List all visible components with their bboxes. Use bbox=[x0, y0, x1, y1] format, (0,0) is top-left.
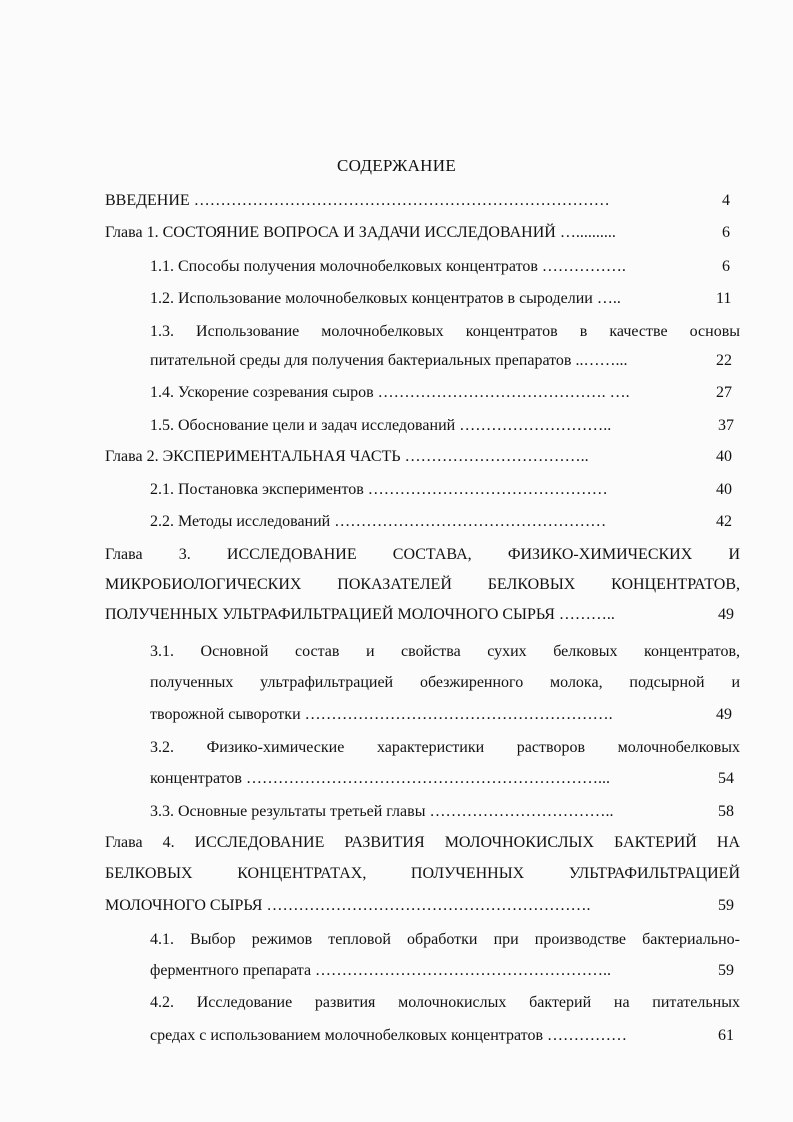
toc-entry-3-1-line3: творожной сыворотки …………………………………………………. bbox=[150, 706, 613, 723]
toc-entry-intro-dots: …………………………………………………………………… bbox=[193, 192, 610, 209]
toc-entry-ch4-line2: БЕЛКОВЫХ КОНЦЕНТРАТАХ, ПОЛУЧЕННЫХ УЛЬТРАФИЛЬТРАЦИЕЙ bbox=[105, 865, 740, 882]
toc-entry-ch3-page: 49 bbox=[718, 606, 734, 623]
toc-entry-4-2-page: 61 bbox=[718, 1027, 734, 1044]
toc-entry-ch2-page: 40 bbox=[716, 448, 732, 465]
toc-entry-3-1-line2: полученных ультрафильтрацией обезжиренного молока, подсырной и bbox=[150, 674, 740, 691]
toc-entry-2-2-page: 42 bbox=[716, 513, 732, 530]
toc-entry-ch1-page: 6 bbox=[722, 224, 730, 241]
toc-entry-4-2-line2: средах с использованием молочнобелковых концентратов …………… bbox=[150, 1027, 627, 1044]
toc-entry-ch4-page: 59 bbox=[718, 897, 734, 914]
toc-entry-intro bbox=[105, 191, 610, 211]
toc-entry-4-2-line1: 4.2. Исследование развития молочнокислых бактерий на питательных bbox=[150, 994, 740, 1011]
toc-entry-1-4: 1.4. Ускорение созревания сыров ……………………………………. …. bbox=[150, 384, 630, 401]
toc-entry-4-1-line1: 4.1. Выбор режимов тепловой обработки при производстве бактериально- bbox=[150, 931, 740, 948]
toc-entry-1-2: 1.2. Использование молочнобелковых концентратов в сыроделии ….. bbox=[150, 290, 621, 307]
toc-entry-4-1-line2: ферментного препарата ……………………………………………….. bbox=[150, 962, 612, 979]
toc-entry-1-1-page: 6 bbox=[722, 258, 730, 275]
toc-entry-3-3-page: 58 bbox=[718, 803, 734, 820]
toc-entry-1-1: 1.1. Способы получения молочнобелковых концентратов ……………. bbox=[150, 258, 626, 275]
toc-entry-ch4-line3: МОЛОЧНОГО СЫРЬЯ ……………………………………………………. bbox=[105, 897, 591, 914]
toc-entry-4-1-page: 59 bbox=[718, 962, 734, 979]
toc-entry-1-3-line1: 1.3. Использование молочнобелковых концентратов в качестве основы bbox=[150, 323, 740, 340]
toc-entry-3-3: 3.3. Основные результаты третьей главы …………………………….. bbox=[150, 803, 614, 820]
toc-entry-1-2-page: 11 bbox=[716, 290, 732, 307]
page-title: СОДЕРЖАНИЕ bbox=[336, 156, 457, 175]
toc-entry-3-2-line2: концентратов …………………………………………………………... bbox=[150, 770, 610, 787]
toc-entry-ch3-line1: Глава 3. ИССЛЕДОВАНИЕ СОСТАВА, ФИЗИКО-ХИМИЧЕСКИХ И bbox=[105, 546, 740, 563]
toc-entry-intro-page: 4 bbox=[722, 192, 730, 209]
toc-entry-1-4-page: 27 bbox=[716, 384, 732, 401]
toc-entry-ch3-line2: МИКРОБИОЛОГИЧЕСКИХ ПОКАЗАТЕЛЕЙ БЕЛКОВЫХ КОНЦЕНТРАТОВ, bbox=[105, 576, 740, 593]
toc-entry-3-1-page: 49 bbox=[716, 706, 732, 723]
toc-entry-3-1-line1: 3.1. Основной состав и свойства сухих белковых концентратов, bbox=[150, 643, 740, 660]
toc-entry-2-2: 2.2. Методы исследований …………………………………………… bbox=[150, 513, 607, 530]
toc-entry-1-5: 1.5. Обоснование цели и задач исследований ……………………….. bbox=[150, 417, 612, 434]
toc-entry-intro-text: ВВЕДЕНИЕ bbox=[105, 192, 190, 209]
toc-entry-ch3-line3: ПОЛУЧЕННЫХ УЛЬТРАФИЛЬТРАЦИЕЙ МОЛОЧНОГО СЫРЬЯ ……….. bbox=[105, 606, 615, 623]
toc-entry-1-3-page: 22 bbox=[716, 352, 732, 369]
toc-entry-ch2: Глава 2. ЭКСПЕРИМЕНТАЛЬНАЯ ЧАСТЬ …………………………….. bbox=[105, 448, 589, 465]
toc-entry-1-3-line2: питательной среды для получения бактериальных препаратов ..……... bbox=[150, 352, 628, 369]
toc-entry-3-2-line1: 3.2. Физико-химические характеристики растворов молочнобелковых bbox=[150, 739, 740, 756]
toc-entry-3-2-page: 54 bbox=[718, 770, 734, 787]
toc-entry-2-1: 2.1. Постановка экспериментов ……………………………………… bbox=[150, 481, 608, 498]
toc-entry-1-5-page: 37 bbox=[718, 417, 734, 434]
toc-entry-ch1: Глава 1. СОСТОЯНИЕ ВОПРОСА И ЗАДАЧИ ИССЛЕДОВАНИЙ ….......... bbox=[105, 224, 616, 241]
toc-entry-2-1-page: 40 bbox=[716, 481, 732, 498]
toc-entry-ch4-line1: Глава 4. ИССЛЕДОВАНИЕ РАЗВИТИЯ МОЛОЧНОКИСЛЫХ БАКТЕРИЙ НА bbox=[105, 834, 740, 851]
